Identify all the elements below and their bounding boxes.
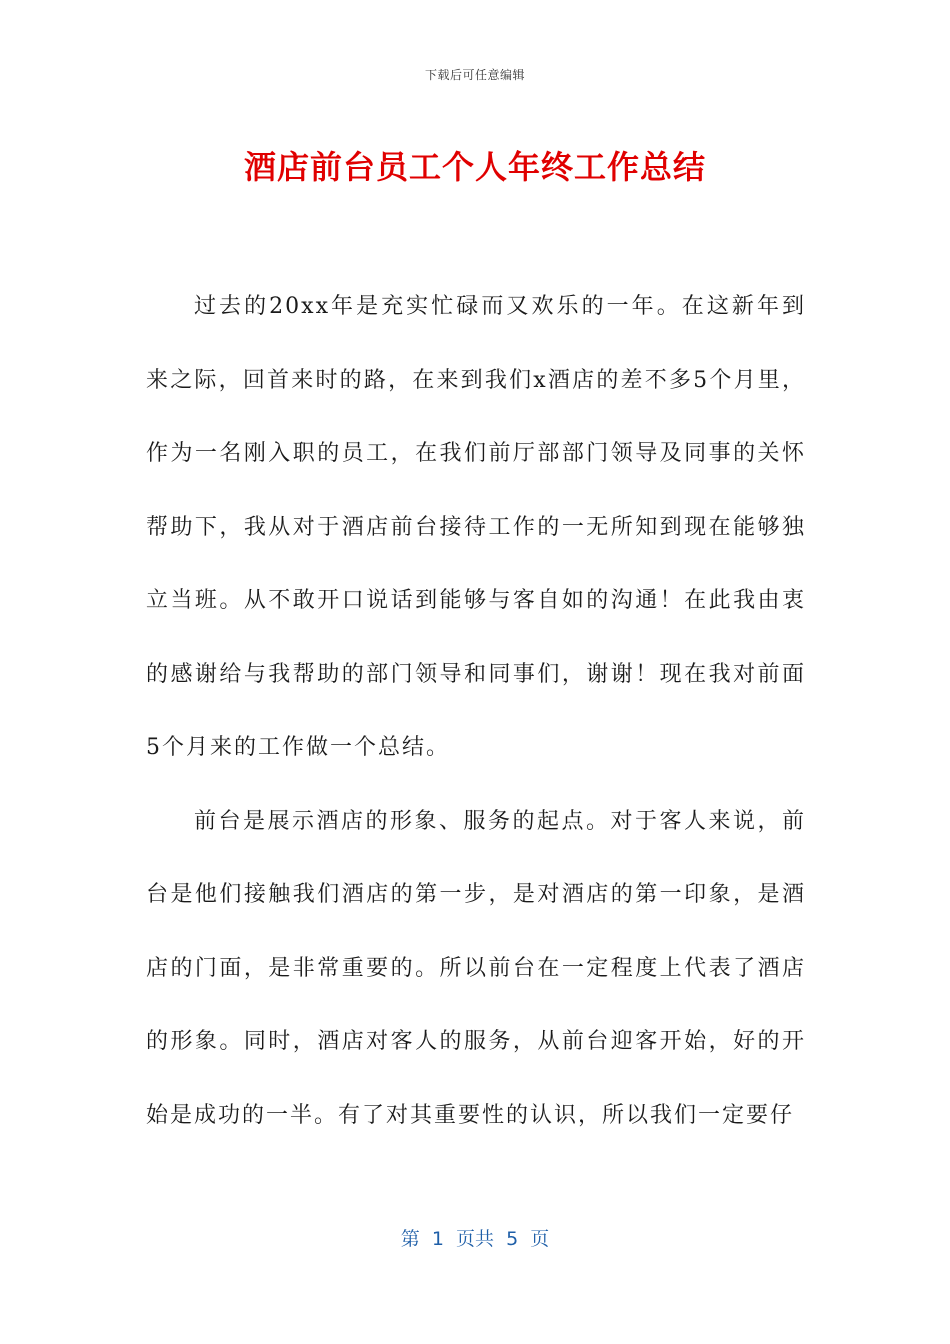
paragraph: 前台是展示酒店的形象、服务的起点。对于客人来说，前台是他们接触我们酒店的第一步，是对酒店的第一印象，是酒店的门面，是非常重要的。所以前台在一定程度上代表了酒店的形象。同时，酒店对客人的服务，从前台迎客开始，好的开始是成功的一半。有了对其重要性的认识，所以我们一定要仔 xyxy=(146,808,806,1128)
header-note: 下载后可任意编辑 xyxy=(424,68,525,82)
document-body xyxy=(146,270,806,1152)
document-title: 酒店前台员工个人年终工作总结 xyxy=(243,148,706,186)
paragraph: 过去的20xx年是充实忙碌而又欢乐的一年。在这新年到来之际，回首来时的路，在来到我们x酒店的差不多5个月里，作为一名刚入职的员工，在我们前厅部部门领导及同事的关怀帮助下，我从对于酒店前台接待工作的一无所知到现在能够独立当班。从不敢开口说话到能够与客自如的沟通！在此我由衷的感谢给与我帮助的部门领导和同事们，谢谢！现在我对前面5个月来的工作做一个总结。 xyxy=(146,294,806,760)
page-footer: 第 1 页共 5 页 xyxy=(400,1228,550,1250)
